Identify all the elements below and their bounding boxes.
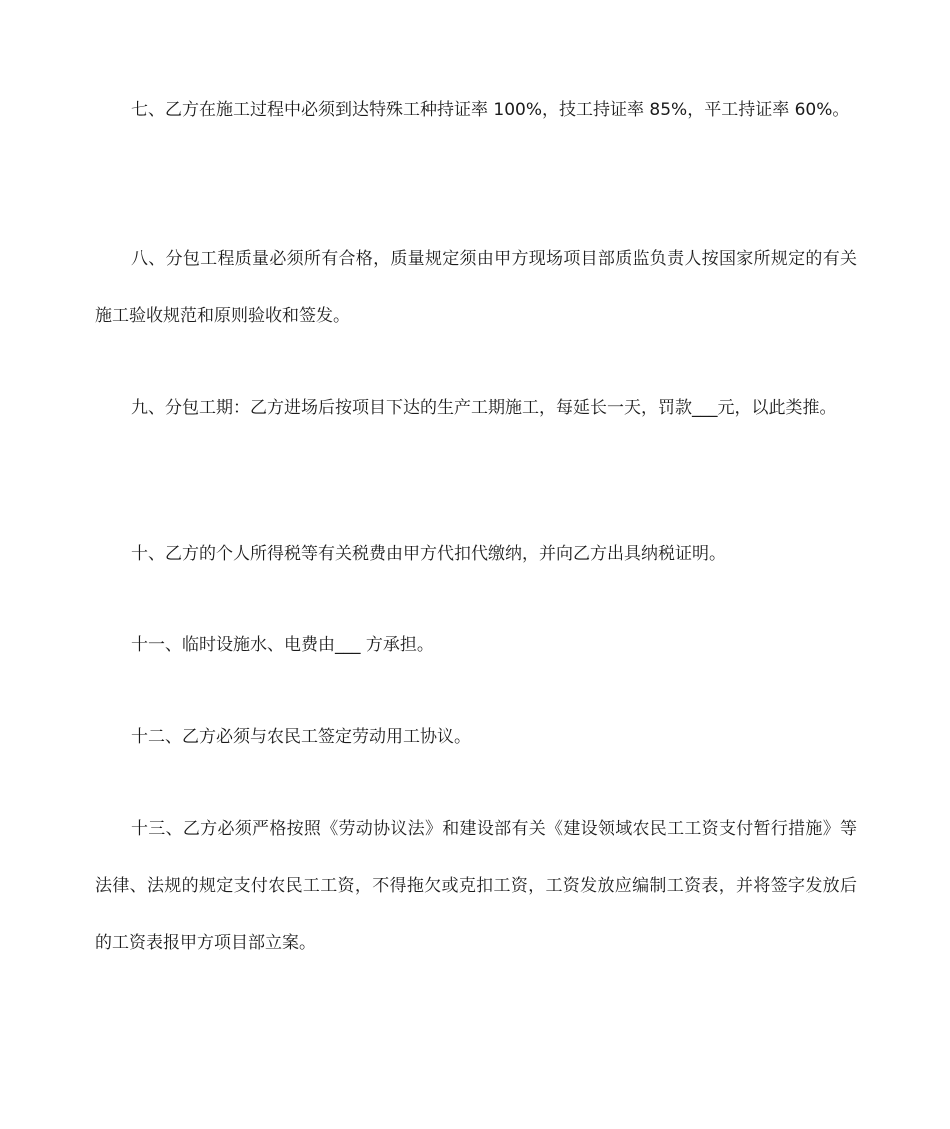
clause-8: 八、分包工程质量必须所有合格，质量规定须由甲方现场项目部质监负责人按国家所规定的有关施工验收规范和原则验收和签发。 [95,249,857,326]
clause-10: 十、乙方的个人所得税等有关税费由甲方代扣代缴纳，并向乙方出具纳税证明。 [131,544,726,564]
clause-7: 七、乙方在施工过程中必须到达特殊工种持证率 100%，技工持证率 85%，平工持证率 60%。 [131,100,850,120]
clause-12: 十二、乙方必须与农民工签定劳动用工协议。 [131,727,471,747]
clause-11: 十一、临时设施水、电费由___ 方承担。 [131,635,434,655]
clause-9: 九、分包工期：乙方进场后按项目下达的生产工期施工，每延长一天，罚款___元，以此类推。 [131,398,837,418]
clause-13: 十三、乙方必须严格按照《劳动协议法》和建设部有关《建设领域农民工工资支付暂行措施》等法律、法规的规定支付农民工工资，不得拖欠或克扣工资，工资发放应编制工资表，并将签字发放后的工资表报甲方项目部立案。 [95,819,857,953]
